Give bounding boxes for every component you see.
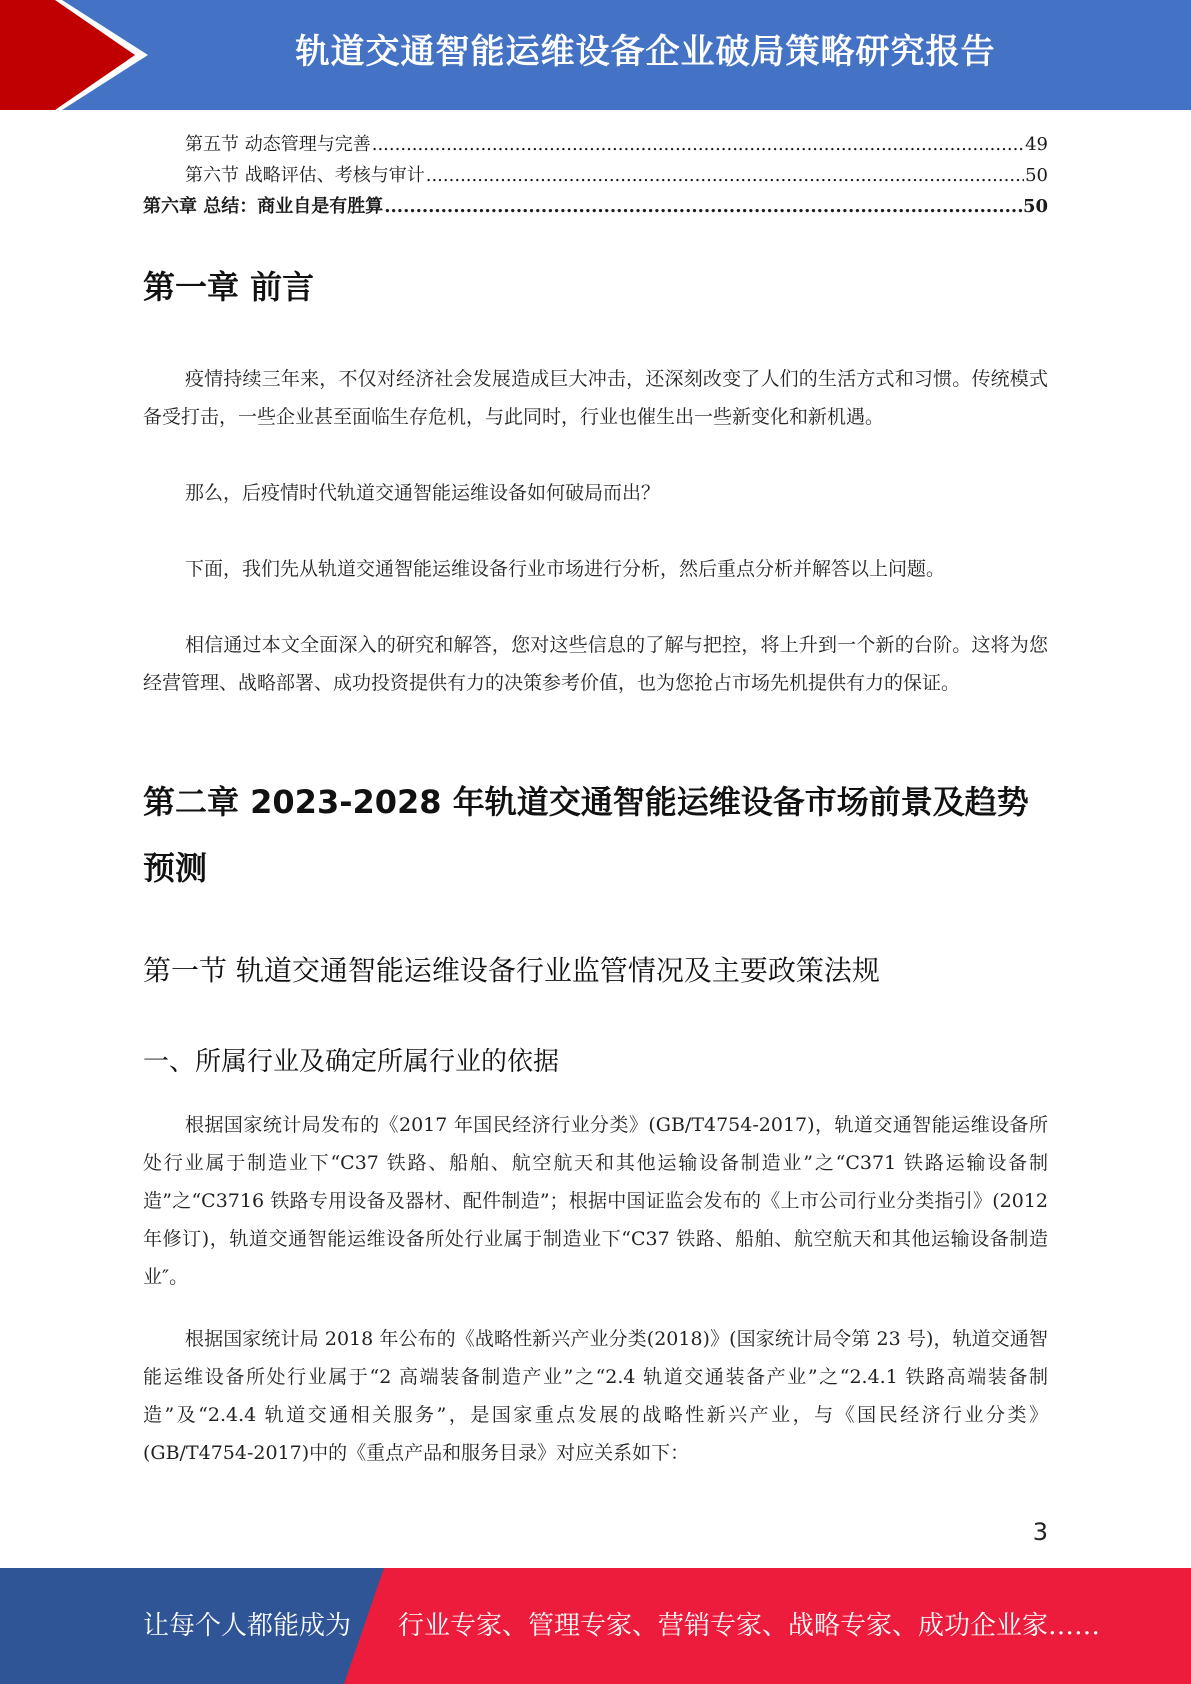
table-of-contents [143, 130, 1048, 223]
page-number: 3 [1032, 1518, 1048, 1546]
toc-leader-dots [426, 165, 1024, 186]
section-heading: 第一节 轨道交通智能运维设备行业监管情况及主要政策法规 [143, 954, 880, 987]
toc-entry-label: 第六节 战略评估、考核与审计 [185, 165, 425, 186]
subsection-heading: 一、所属行业及确定所属行业的依据 [143, 1047, 560, 1077]
toc-entry-page: 49 [1025, 134, 1048, 155]
footer-banner [0, 1568, 1191, 1684]
body-paragraph: 根据国家统计局 2018 年公布的《战略性新兴产业分类(2018)》(国家统计局令第 23 号)，轨道交通智能运维设备所处行业属于“2 高端装备制造产业”之“2.4 轨道交通装备产业”之“2.4.1 铁路高端装备制造”及“2.4.4 轨道交通相关服务”，是国家重点发展的战略性新兴产业，与《国民经济行业分类》(GB/T4754-2017)中的《重点产品和服务目录》对应关系如下： [143, 1328, 1048, 1464]
chapter-heading: 第二章 2023-2028 年轨道交通智能运维设备市场前景及趋势预测 [143, 783, 1029, 887]
body-paragraph: 下面，我们先从轨道交通智能运维设备行业市场进行分析，然后重点分析并解答以上问题。 [185, 558, 946, 580]
footer-slogan-right: 行业专家、管理专家、营销专家、战略专家、成功企业家…… [398, 1611, 1101, 1641]
toc-entry-label: 第六章 总结：商业自是有胜算 [143, 196, 384, 217]
body-paragraph: 疫情持续三年来，不仅对经济社会发展造成巨大冲击，还深刻改变了人们的生活方式和习惯。传统模式备受打击，一些企业甚至面临生存危机，与此同时，行业也催生出一些新变化和新机遇。 [143, 368, 1048, 428]
toc-leader-dots [372, 134, 1024, 155]
report-title: 轨道交通智能运维设备企业破局策略研究报告 [295, 32, 996, 72]
header-banner [0, 0, 1191, 110]
toc-entry[interactable] [143, 130, 1048, 161]
header-arrow-icon [0, 0, 160, 110]
toc-entry-label: 第五节 动态管理与完善 [185, 134, 371, 155]
footer-slogan-left: 让每个人都能成为 [143, 1611, 352, 1641]
body-paragraph: 根据国家统计局发布的《2017 年国民经济行业分类》(GB/T4754-2017)，轨道交通智能运维设备所处行业属于制造业下“C37 铁路、船舶、航空航天和其他运输设备制造业”之“C371 铁路运输设备制造”之“C3716 铁路专用设备及器材、配件制造”；根据中国证监会发布的《上市公司行业分类指引》(2012 年修订)，轨道交通智能运维设备所处行业属于制造业下“C37 铁路、船舶、航空航天和其他运输设备制造业″。 [143, 1114, 1048, 1288]
toc-entry-page: 50 [1025, 165, 1048, 186]
toc-entry[interactable] [143, 161, 1048, 192]
toc-entry[interactable] [143, 192, 1048, 223]
toc-entry-page: 50 [1022, 196, 1048, 217]
toc-leader-dots [384, 196, 1022, 217]
chapter-heading: 第一章 前言 [143, 268, 315, 306]
body-paragraph: 相信通过本文全面深入的研究和解答，您对这些信息的了解与把控，将上升到一个新的台阶。这将为您经营管理、战略部署、成功投资提供有力的决策参考价值，也为您抢占市场先机提供有力的保证。 [143, 634, 1048, 694]
body-paragraph: 那么，后疫情时代轨道交通智能运维设备如何破局而出？ [185, 482, 661, 504]
